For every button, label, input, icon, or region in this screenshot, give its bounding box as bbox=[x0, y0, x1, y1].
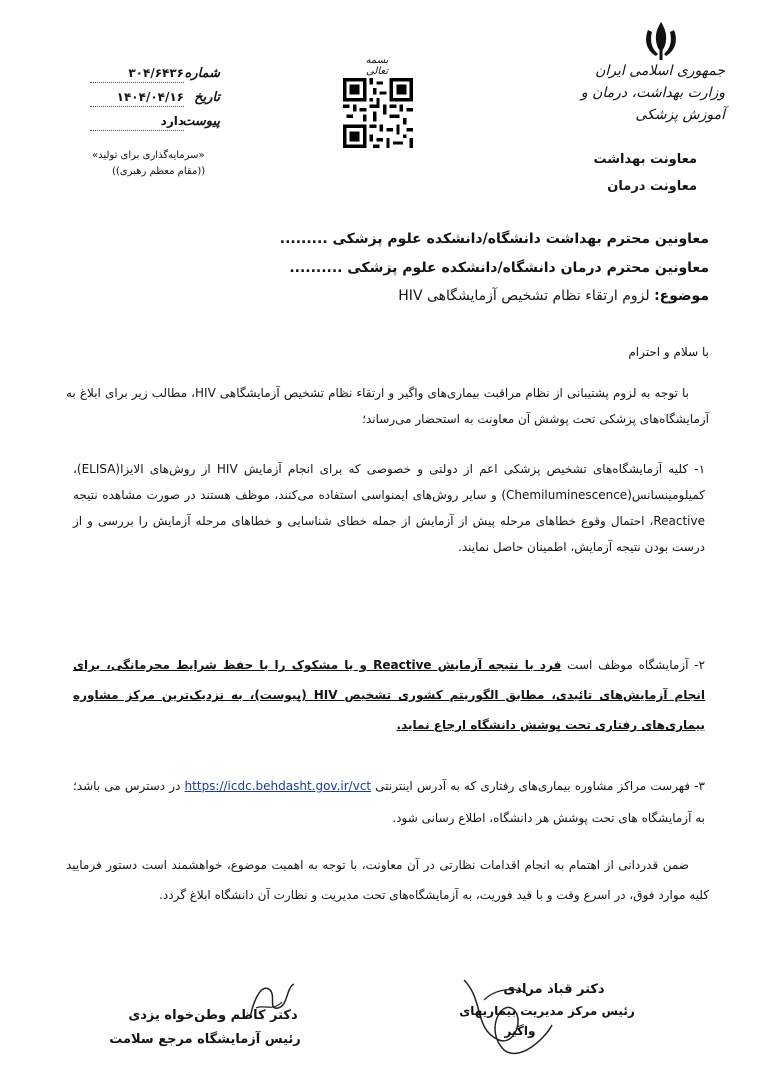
signature-right-title-2: واگیر bbox=[504, 1024, 536, 1038]
item-2 bbox=[73, 650, 705, 740]
dept-treatment: معاونت درمان bbox=[607, 179, 697, 194]
slogan-source: ((مقام معظم رهبری)) bbox=[112, 166, 206, 177]
signature-left-title: رئیس آزمایشگاه مرجع سلامت bbox=[109, 1032, 301, 1047]
greeting: با سلام و احترام bbox=[628, 345, 709, 359]
subject-label: موضوع: bbox=[654, 288, 709, 304]
dept-health: معاونت بهداشت bbox=[593, 152, 697, 167]
signature-right-title-1: رئیس مرکز مدیریت بیماریهای bbox=[459, 1004, 635, 1018]
meta-date: تاریخ ۱۴۰۴/۰۴/۱۶ bbox=[90, 90, 220, 112]
item-1: ۱- کلیه آزمایشگاه‌های تشخیص پزشکی اعم از دولتی و خصوصی که برای انجام آزمایش HIV از روش‌های الایزا(ELISA)، کمیلومینسانس(Chemiluminescence) و سایر روش‌های ایمنواسی استفاده می‌کنند، موظف هستند در صورت مشاهده نتیجه Reactive، احتمال وقوع خطاهای مرحله پیش از آزمایش از جمله خطای شناسایی و خطاهای مرحله آزمایش را بررسی و از درست بودن نتیجه آزمایش، اطمینان حاصل نمایند. bbox=[73, 462, 706, 554]
slogan: «سرمایه‌گذاری برای تولید» bbox=[92, 150, 205, 161]
qr-code-icon bbox=[343, 78, 413, 148]
ministry-line-2: وزارت بهداشت، درمان و آموزش پزشکی bbox=[580, 85, 725, 123]
meta-attachment: پیوست دارد bbox=[90, 114, 220, 136]
closing-paragraph: ضمن قدردانی از اهتمام به انجام اقدامات نظارتی در آن معاونت، با توجه به اهمیت موضوع، خواهشمند است دستور فرمایید کلیه موارد فوق، در اسرع وقت و با قید فوریت، به آزمایشگاه‌های تحت مدیریت و نظارت آن دانشگاه ابلاغ گردد. bbox=[66, 858, 709, 902]
item-3 bbox=[73, 770, 705, 834]
addressee-health: معاونین محترم بهداشت دانشگاه/دانشکده علوم پزشکی ......... bbox=[279, 231, 709, 247]
addressee-treatment: معاونین محترم درمان دانشگاه/دانشکده علوم پزشکی .......... bbox=[289, 260, 709, 276]
item-3-suffix: در دسترس می باشد؛ به آزمایشگاه های تحت پوشش هر دانشگاه، اطلاع رسانی شود. bbox=[73, 779, 705, 825]
subject-line bbox=[398, 288, 709, 304]
basmala-caption: بسمه تعالی bbox=[365, 55, 389, 77]
subject-text: لزوم ارتقاء نظام تشخیص آزمایشگاهی HIV bbox=[398, 288, 655, 304]
item-2-prefix: ۲- آزمایشگاه موظف است bbox=[561, 658, 706, 672]
intro-paragraph: با توجه به لزوم پشتیبانی از نظام مراقبت بیماری‌های واگیر و ارتقاء نظام تشخیص آزمایشگاهی HIV، مطالب زیر برای ابلاغ به آزمایشگاه‌های پزشکی تحت پوشش آن معاونت به استحضار می‌رساند؛ bbox=[66, 386, 709, 426]
item-3-prefix: ۳- فهرست مراکز مشاوره بیماری‌های رفتاری که به آدرس اینترنتی bbox=[371, 779, 705, 793]
vct-link[interactable]: https://icdc.behdasht.gov.ir/vct bbox=[184, 779, 372, 793]
ministry-title bbox=[545, 60, 725, 126]
signature-right-name: دکتر قباد مرادی bbox=[503, 982, 605, 997]
meta-number: شماره ۳۰۴/۶۴۳۶ bbox=[90, 66, 220, 88]
signature-left-name: دکتر کاظم وطن‌خواه یزدی bbox=[128, 1008, 298, 1023]
item-2-emphasis: فرد با نتیجه آزمایش Reactive و یا مشکوک را با حفظ شرایط محرمانگی، برای انجام آزمایش‌های تائیدی، مطابق الگوریتم کشوری تشخیص HIV (پیوست)، به نزدیک‌ترین مرکز مشاوره بیماری‌های رفتاری تحت پوشش دانشگاه ارجاع نماید. bbox=[73, 658, 706, 732]
ministry-line-1: جمهوری اسلامی ایران bbox=[595, 63, 725, 79]
